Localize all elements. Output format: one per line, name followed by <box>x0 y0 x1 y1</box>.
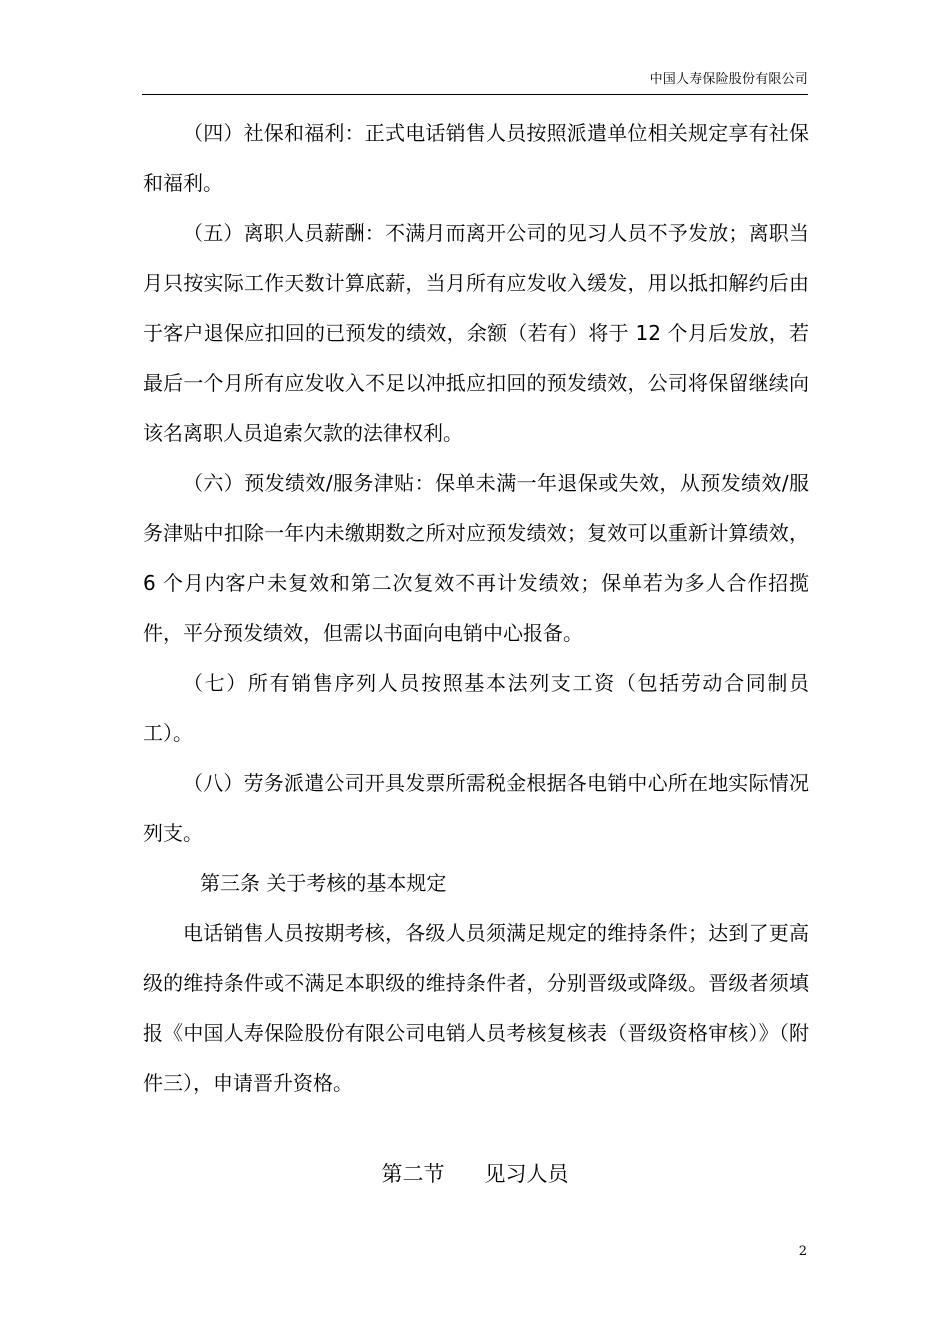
paragraph-salary-listing: （七）所有销售序列人员按照基本法列支工资（包括劳动合同制员工）。 <box>143 671 809 745</box>
document-body <box>143 108 809 1108</box>
paragraph-invoice-tax: （八）劳务派遣公司开具发票所需税金根据各电销中心所在地实际情况列支。 <box>143 771 809 845</box>
section-title: 第二节 见习人员 <box>381 1162 569 1186</box>
paragraph-prepaid-performance: （六）预发绩效/服务津贴：保单未满一年退保或失效，从预发绩效/服务津贴中扣除一年内未缴期数之所对应预发绩效；复效可以重新计算绩效，6 个月内客户未复效和第二次复效不再计发绩效；保单若为多人合作招揽件，平分预发绩效，但需以书面向电销中心报备。 <box>143 471 809 645</box>
paragraph-resignation-pay: （五）离职人员薪酬：不满月而离开公司的见习人员不予发放；离职当月只按实际工作天数计算底薪，当月所有应发收入缓发，用以抵扣解约后由于客户退保应扣回的已预发的绩效，余额（若有）将于 12 个月后发放，若最后一个月所有应发收入不足以冲抵应扣回的预发绩效，公司将保留继续向该名离职人员追索欠款的法律权利。 <box>143 221 809 445</box>
article-heading: 第三条 关于考核的基本规定 <box>200 871 447 895</box>
header-company-name: 中国人寿保险股份有限公司 <box>649 72 808 87</box>
page-number: 2 <box>798 1244 807 1259</box>
paragraph-social-insurance: （四）社保和福利：正式电话销售人员按照派遣单位相关规定享有社保和福利。 <box>143 121 809 195</box>
page-header <box>142 70 808 95</box>
paragraph-assessment-rules: 电话销售人员按期考核，各级人员须满足规定的维持条件；达到了更高级的维持条件或不满足本职级的维持条件者，分别晋级或降级。晋级者须填报《中国人寿保险股份有限公司电销人员考核复核表（晋级资格审核）》（附件三），申请晋升资格。 <box>143 921 809 1095</box>
